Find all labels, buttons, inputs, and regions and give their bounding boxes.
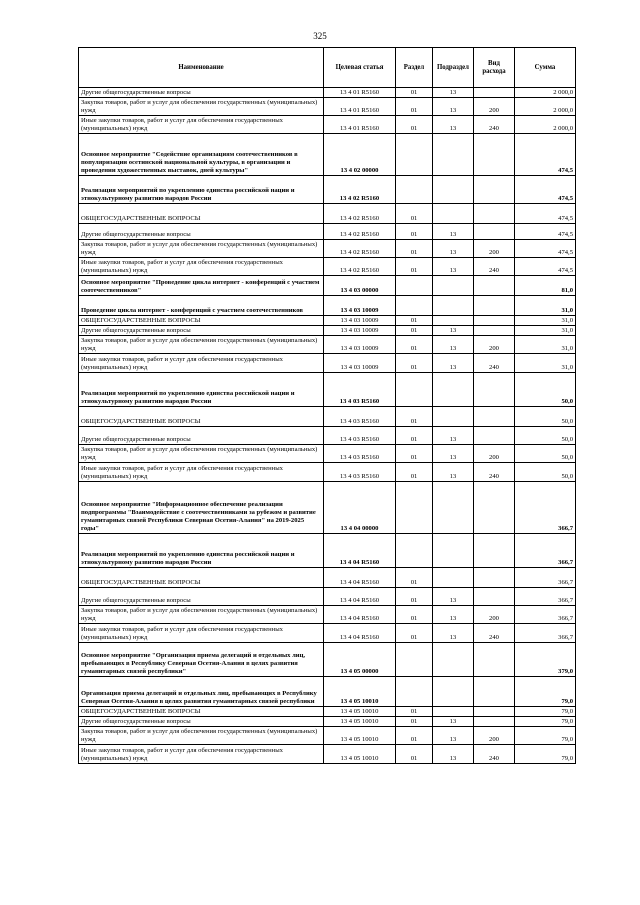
cell-name: Иные закупки товаров, работ и услуг для обеспечения государственных (муниципальных) нужд bbox=[79, 258, 324, 276]
cell-target: 13 4 03 10009 bbox=[324, 354, 396, 373]
cell-target: 13 4 03 10009 bbox=[324, 316, 396, 326]
cell-target: 13 4 03 R5160 bbox=[324, 463, 396, 482]
table-row bbox=[79, 116, 576, 134]
cell-name: ОБЩЕГОСУДАРСТВЕННЫЕ ВОПРОСЫ bbox=[79, 568, 324, 588]
cell-subsection bbox=[433, 568, 474, 588]
table-row bbox=[79, 373, 576, 407]
header-amount: Сумма bbox=[515, 48, 576, 88]
cell-name: Иные закупки товаров, работ и услуг для обеспечения государственных (муниципальных) нужд bbox=[79, 116, 324, 134]
table-row bbox=[79, 326, 576, 336]
cell-amount: 50,0 bbox=[515, 427, 576, 445]
table-row bbox=[79, 588, 576, 606]
header-name: Наименование bbox=[79, 48, 324, 88]
cell-expense-type bbox=[474, 677, 515, 707]
cell-section: 01 bbox=[396, 745, 433, 764]
cell-subsection: 13 bbox=[433, 326, 474, 336]
cell-target: 13 4 05 00000 bbox=[324, 643, 396, 677]
cell-section: 01 bbox=[396, 717, 433, 727]
cell-name: Другие общегосударственные вопросы bbox=[79, 427, 324, 445]
cell-amount: 366,7 bbox=[515, 568, 576, 588]
cell-target: 13 4 03 R5160 bbox=[324, 373, 396, 407]
cell-expense-type bbox=[474, 176, 515, 204]
cell-expense-type bbox=[474, 482, 515, 534]
cell-section: 01 bbox=[396, 88, 433, 98]
cell-amount: 31,0 bbox=[515, 326, 576, 336]
table-row bbox=[79, 427, 576, 445]
table-row bbox=[79, 316, 576, 326]
table-row bbox=[79, 407, 576, 427]
table-row bbox=[79, 745, 576, 764]
table-row bbox=[79, 276, 576, 296]
cell-subsection bbox=[433, 276, 474, 296]
cell-subsection bbox=[433, 482, 474, 534]
cell-name: ОБЩЕГОСУДАРСТВЕННЫЕ ВОПРОСЫ bbox=[79, 316, 324, 326]
table-row bbox=[79, 534, 576, 568]
cell-expense-type: 240 bbox=[474, 463, 515, 482]
cell-target: 13 4 03 10009 bbox=[324, 296, 396, 316]
cell-target: 13 4 03 R5160 bbox=[324, 427, 396, 445]
cell-expense-type bbox=[474, 568, 515, 588]
cell-target: 13 4 02 00000 bbox=[324, 134, 396, 176]
cell-section: 01 bbox=[396, 204, 433, 224]
table-row bbox=[79, 568, 576, 588]
cell-target: 13 4 03 R5160 bbox=[324, 407, 396, 427]
cell-target: 13 4 04 R5160 bbox=[324, 606, 396, 624]
cell-subsection: 13 bbox=[433, 240, 474, 258]
cell-name: Закупка товаров, работ и услуг для обеспечения государственных (муниципальных) нужд bbox=[79, 240, 324, 258]
cell-name: Основное мероприятие "Информационное обеспечение реализации подпрограммы "Взаимодействие с соотечественниками за рубежом и развитие гуманитарных связей Республики Северная Осетия-Алания" на 2019-2025 годы" bbox=[79, 482, 324, 534]
cell-target: 13 4 04 R5160 bbox=[324, 568, 396, 588]
cell-expense-type bbox=[474, 717, 515, 727]
cell-target: 13 4 05 10010 bbox=[324, 677, 396, 707]
cell-amount: 366,7 bbox=[515, 588, 576, 606]
table-row bbox=[79, 707, 576, 717]
cell-expense-type bbox=[474, 88, 515, 98]
cell-subsection: 13 bbox=[433, 745, 474, 764]
cell-expense-type: 200 bbox=[474, 445, 515, 463]
table-row bbox=[79, 98, 576, 116]
cell-subsection: 13 bbox=[433, 427, 474, 445]
cell-amount: 79,0 bbox=[515, 717, 576, 727]
cell-section: 01 bbox=[396, 624, 433, 643]
cell-expense-type: 240 bbox=[474, 745, 515, 764]
cell-amount: 31,0 bbox=[515, 336, 576, 354]
table-row bbox=[79, 606, 576, 624]
cell-subsection: 13 bbox=[433, 336, 474, 354]
cell-name: ОБЩЕГОСУДАРСТВЕННЫЕ ВОПРОСЫ bbox=[79, 204, 324, 224]
cell-amount: 474,5 bbox=[515, 240, 576, 258]
cell-target: 13 4 02 R5160 bbox=[324, 224, 396, 240]
cell-name: Иные закупки товаров, работ и услуг для обеспечения государственных (муниципальных) нужд bbox=[79, 624, 324, 643]
budget-table bbox=[78, 47, 576, 764]
cell-target: 13 4 03 00000 bbox=[324, 276, 396, 296]
cell-name: Закупка товаров, работ и услуг для обеспечения государственных (муниципальных) нужд bbox=[79, 727, 324, 745]
cell-amount: 79,0 bbox=[515, 707, 576, 717]
cell-section: 01 bbox=[396, 445, 433, 463]
cell-section bbox=[396, 296, 433, 316]
cell-amount: 474,5 bbox=[515, 258, 576, 276]
cell-amount: 81,0 bbox=[515, 276, 576, 296]
cell-expense-type bbox=[474, 643, 515, 677]
cell-amount: 2 000,0 bbox=[515, 98, 576, 116]
cell-amount: 474,5 bbox=[515, 134, 576, 176]
cell-subsection: 13 bbox=[433, 463, 474, 482]
cell-amount: 2 000,0 bbox=[515, 116, 576, 134]
table-row bbox=[79, 240, 576, 258]
cell-amount: 31,0 bbox=[515, 354, 576, 373]
cell-amount: 2 000,0 bbox=[515, 88, 576, 98]
cell-name: Другие общегосударственные вопросы bbox=[79, 588, 324, 606]
cell-section bbox=[396, 643, 433, 677]
table-row bbox=[79, 258, 576, 276]
cell-amount: 379,0 bbox=[515, 643, 576, 677]
cell-subsection: 13 bbox=[433, 717, 474, 727]
cell-target: 13 4 02 R5160 bbox=[324, 204, 396, 224]
cell-section bbox=[396, 176, 433, 204]
table-row bbox=[79, 354, 576, 373]
cell-target: 13 4 02 R5160 bbox=[324, 258, 396, 276]
cell-subsection: 13 bbox=[433, 354, 474, 373]
cell-target: 13 4 05 10010 bbox=[324, 745, 396, 764]
cell-amount: 50,0 bbox=[515, 407, 576, 427]
cell-subsection bbox=[433, 534, 474, 568]
cell-expense-type bbox=[474, 427, 515, 445]
cell-name: Иные закупки товаров, работ и услуг для обеспечения государственных (муниципальных) нужд bbox=[79, 745, 324, 764]
cell-name: Основное мероприятие "Организация приема делегаций и отдельных лиц, пребывающих в Республику Северная Осетия-Алания в целях развития гуманитарных связей республики" bbox=[79, 643, 324, 677]
cell-target: 13 4 03 R5160 bbox=[324, 445, 396, 463]
cell-amount: 79,0 bbox=[515, 745, 576, 764]
cell-subsection: 13 bbox=[433, 624, 474, 643]
cell-target: 13 4 05 10010 bbox=[324, 727, 396, 745]
cell-section: 01 bbox=[396, 224, 433, 240]
cell-name: Другие общегосударственные вопросы bbox=[79, 717, 324, 727]
cell-amount: 31,0 bbox=[515, 316, 576, 326]
cell-section: 01 bbox=[396, 727, 433, 745]
cell-subsection: 13 bbox=[433, 606, 474, 624]
table-body bbox=[79, 88, 576, 764]
cell-amount: 50,0 bbox=[515, 463, 576, 482]
cell-name: ОБЩЕГОСУДАРСТВЕННЫЕ ВОПРОСЫ bbox=[79, 707, 324, 717]
cell-name: Реализация мероприятий по укреплению единства российской нации и этнокультурному развитию народов России bbox=[79, 176, 324, 204]
cell-name: Закупка товаров, работ и услуг для обеспечения государственных (муниципальных) нужд bbox=[79, 98, 324, 116]
cell-expense-type bbox=[474, 326, 515, 336]
cell-subsection: 13 bbox=[433, 727, 474, 745]
cell-subsection bbox=[433, 707, 474, 717]
table-row bbox=[79, 445, 576, 463]
cell-section bbox=[396, 534, 433, 568]
table-header-row bbox=[79, 48, 576, 88]
table-row bbox=[79, 727, 576, 745]
table-row bbox=[79, 134, 576, 176]
cell-target: 13 4 04 00000 bbox=[324, 482, 396, 534]
cell-subsection bbox=[433, 316, 474, 326]
cell-section: 01 bbox=[396, 316, 433, 326]
cell-target: 13 4 04 R5160 bbox=[324, 624, 396, 643]
cell-name: Основное мероприятие "Содействие организациям соотечественников в популяризации осетинской национальной культуры, в организации и проведении художественных выставок, дней культуры" bbox=[79, 134, 324, 176]
cell-expense-type: 200 bbox=[474, 727, 515, 745]
table-row bbox=[79, 176, 576, 204]
cell-target: 13 4 02 R5160 bbox=[324, 176, 396, 204]
cell-target: 13 4 03 10009 bbox=[324, 336, 396, 354]
cell-expense-type: 240 bbox=[474, 116, 515, 134]
cell-section: 01 bbox=[396, 427, 433, 445]
cell-target: 13 4 01 R5160 bbox=[324, 88, 396, 98]
table-row bbox=[79, 624, 576, 643]
cell-expense-type bbox=[474, 204, 515, 224]
cell-name: Проведение цикла интернет - конференций с участием соотечественников bbox=[79, 296, 324, 316]
cell-name: ОБЩЕГОСУДАРСТВЕННЫЕ ВОПРОСЫ bbox=[79, 407, 324, 427]
cell-subsection bbox=[433, 643, 474, 677]
cell-section: 01 bbox=[396, 707, 433, 717]
cell-subsection: 13 bbox=[433, 258, 474, 276]
table-row bbox=[79, 463, 576, 482]
cell-name: Другие общегосударственные вопросы bbox=[79, 224, 324, 240]
cell-name: Закупка товаров, работ и услуг для обеспечения государственных (муниципальных) нужд bbox=[79, 606, 324, 624]
cell-amount: 474,5 bbox=[515, 204, 576, 224]
page-number: 325 bbox=[313, 31, 327, 41]
cell-section bbox=[396, 276, 433, 296]
cell-expense-type: 240 bbox=[474, 258, 515, 276]
cell-section: 01 bbox=[396, 354, 433, 373]
table-row bbox=[79, 677, 576, 707]
cell-amount: 79,0 bbox=[515, 677, 576, 707]
cell-section: 01 bbox=[396, 606, 433, 624]
cell-expense-type bbox=[474, 407, 515, 427]
cell-name: Закупка товаров, работ и услуг для обеспечения государственных (муниципальных) нужд bbox=[79, 336, 324, 354]
cell-expense-type: 200 bbox=[474, 336, 515, 354]
cell-expense-type bbox=[474, 316, 515, 326]
cell-amount: 474,5 bbox=[515, 176, 576, 204]
cell-amount: 79,0 bbox=[515, 727, 576, 745]
cell-target: 13 4 04 R5160 bbox=[324, 588, 396, 606]
cell-section: 01 bbox=[396, 326, 433, 336]
cell-subsection: 13 bbox=[433, 224, 474, 240]
cell-name: Основное мероприятие "Проведение цикла интернет - конференций с участием соотечественников" bbox=[79, 276, 324, 296]
cell-expense-type bbox=[474, 534, 515, 568]
table-row bbox=[79, 336, 576, 354]
cell-name: Иные закупки товаров, работ и услуг для обеспечения государственных (муниципальных) нужд bbox=[79, 463, 324, 482]
cell-expense-type bbox=[474, 134, 515, 176]
header-section: Раздел bbox=[396, 48, 433, 88]
cell-name: Реализация мероприятий по укреплению единства российской нации и этнокультурному развитию народов России bbox=[79, 534, 324, 568]
cell-target: 13 4 01 R5160 bbox=[324, 116, 396, 134]
header-target: Целевая статья bbox=[324, 48, 396, 88]
cell-subsection bbox=[433, 176, 474, 204]
cell-section bbox=[396, 677, 433, 707]
cell-name: Реализация мероприятий по укреплению единства российской нации и этнокультурному развитию народов России bbox=[79, 373, 324, 407]
cell-subsection bbox=[433, 204, 474, 224]
cell-section: 01 bbox=[396, 116, 433, 134]
cell-expense-type bbox=[474, 224, 515, 240]
cell-expense-type bbox=[474, 588, 515, 606]
cell-section: 01 bbox=[396, 568, 433, 588]
cell-amount: 31,0 bbox=[515, 296, 576, 316]
table-row bbox=[79, 224, 576, 240]
header-subsection: Подраздел bbox=[433, 48, 474, 88]
cell-section: 01 bbox=[396, 240, 433, 258]
cell-amount: 50,0 bbox=[515, 373, 576, 407]
cell-amount: 50,0 bbox=[515, 445, 576, 463]
header-expense-type: Вид расхода bbox=[474, 48, 515, 88]
cell-amount: 474,5 bbox=[515, 224, 576, 240]
cell-subsection: 13 bbox=[433, 88, 474, 98]
cell-target: 13 4 01 R5160 bbox=[324, 98, 396, 116]
cell-expense-type: 200 bbox=[474, 98, 515, 116]
cell-target: 13 4 02 R5160 bbox=[324, 240, 396, 258]
cell-subsection bbox=[433, 677, 474, 707]
cell-expense-type: 200 bbox=[474, 606, 515, 624]
cell-subsection: 13 bbox=[433, 116, 474, 134]
cell-expense-type bbox=[474, 707, 515, 717]
cell-amount: 366,7 bbox=[515, 624, 576, 643]
cell-section: 01 bbox=[396, 407, 433, 427]
cell-name: Закупка товаров, работ и услуг для обеспечения государственных (муниципальных) нужд bbox=[79, 445, 324, 463]
cell-name: Организация приема делегаций и отдельных лиц, пребывающих в Республику Северная Осетия-Алания в целях развития гуманитарных связей республики bbox=[79, 677, 324, 707]
table-row bbox=[79, 204, 576, 224]
cell-name: Другие общегосударственные вопросы bbox=[79, 88, 324, 98]
table-row bbox=[79, 643, 576, 677]
table-row bbox=[79, 717, 576, 727]
cell-section: 01 bbox=[396, 336, 433, 354]
cell-target: 13 4 03 10009 bbox=[324, 326, 396, 336]
cell-target: 13 4 05 10010 bbox=[324, 717, 396, 727]
cell-target: 13 4 05 10010 bbox=[324, 707, 396, 717]
cell-expense-type: 240 bbox=[474, 624, 515, 643]
cell-expense-type: 240 bbox=[474, 354, 515, 373]
cell-subsection bbox=[433, 407, 474, 427]
cell-expense-type bbox=[474, 296, 515, 316]
cell-section bbox=[396, 482, 433, 534]
cell-subsection: 13 bbox=[433, 588, 474, 606]
cell-section bbox=[396, 134, 433, 176]
table-row bbox=[79, 296, 576, 316]
cell-name: Иные закупки товаров, работ и услуг для обеспечения государственных (муниципальных) нужд bbox=[79, 354, 324, 373]
table-row bbox=[79, 482, 576, 534]
cell-subsection bbox=[433, 296, 474, 316]
cell-subsection bbox=[433, 134, 474, 176]
cell-target: 13 4 04 R5160 bbox=[324, 534, 396, 568]
cell-subsection: 13 bbox=[433, 98, 474, 116]
cell-section bbox=[396, 373, 433, 407]
cell-subsection: 13 bbox=[433, 445, 474, 463]
cell-subsection bbox=[433, 373, 474, 407]
cell-section: 01 bbox=[396, 98, 433, 116]
cell-section: 01 bbox=[396, 463, 433, 482]
cell-amount: 366,7 bbox=[515, 606, 576, 624]
table-row bbox=[79, 88, 576, 98]
cell-expense-type: 200 bbox=[474, 240, 515, 258]
cell-section: 01 bbox=[396, 258, 433, 276]
cell-section: 01 bbox=[396, 588, 433, 606]
cell-expense-type bbox=[474, 373, 515, 407]
cell-amount: 366,7 bbox=[515, 534, 576, 568]
cell-name: Другие общегосударственные вопросы bbox=[79, 326, 324, 336]
cell-expense-type bbox=[474, 276, 515, 296]
cell-amount: 366,7 bbox=[515, 482, 576, 534]
